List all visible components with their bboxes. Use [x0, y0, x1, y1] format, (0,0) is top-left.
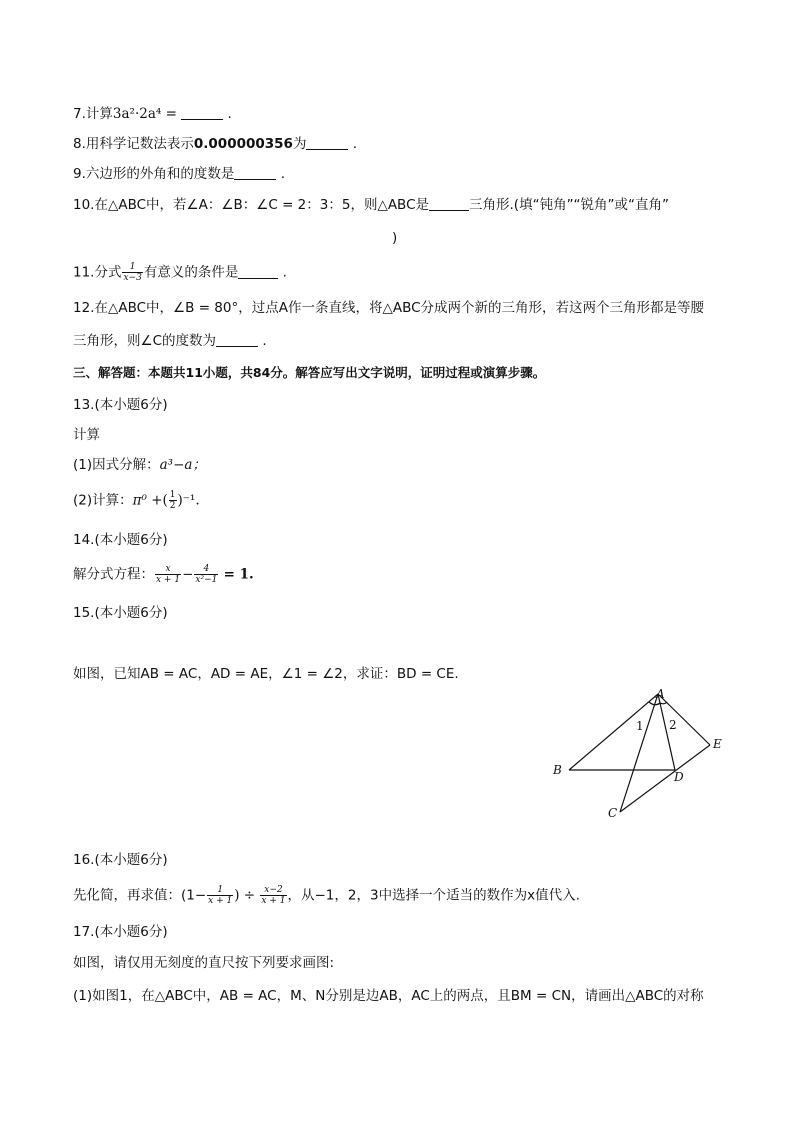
question-12-line1: 12.在△ABC中，∠B = 80°，过点A作一条直线，将△ABC分成两个新的三角形，若这两个三角形都是等腰 [73, 300, 705, 316]
answer-blank[interactable] [181, 105, 223, 120]
question-14-header: 14.(本小题6分) [73, 532, 168, 548]
question-16-header: 16.(本小题6分) [73, 852, 168, 868]
question-11: 11.分式 $\frac{1}{x-3}$ 有意义的条件是 . [73, 262, 287, 283]
question-14-body: 解分式方程： $\frac{x}{x + 1}$ − $\frac{4}{\text{x²−1}}$ = 1. [73, 564, 254, 585]
label-D: D [674, 770, 684, 784]
fraction: $\frac{4}{\text{x²−1}}$ [195, 564, 218, 585]
answer-blank[interactable] [306, 135, 348, 150]
answer-blank[interactable] [234, 165, 276, 180]
question-8: 8.用科学记数法表示0.000000356为 . [73, 136, 358, 152]
angle-arc-2 [660, 702, 667, 704]
label-angle-1: 1 [636, 719, 644, 733]
fraction: $\frac{x-2}{x + 1}$ [261, 885, 286, 906]
question-15-statement: 如图，已知AB = AC，AD = AE，∠1 = ∠2，求证：BD = CE. [73, 666, 459, 682]
question-13-part2: (2)计算：π⁰ +( $\frac{1}{2}$ )⁻¹. [73, 490, 200, 511]
fraction: $\frac{x}{x + 1}$ [156, 564, 181, 585]
label-angle-2: 2 [669, 718, 677, 732]
section-3-header: 三、解答题：本题共11小题，共84分。解答应写出文字说明，证明过程或演算步骤。 [73, 365, 546, 380]
segment-CE [620, 745, 710, 812]
fraction: $\frac{1}{2}$ [169, 490, 176, 511]
question-16-body: 先化简，再求值：(1− $\frac{1}{x + 1}$ ) ÷ $\frac{x-2}{x + 1}$ ，从−1，2，3中选择一个适当的数作为x值代入. [73, 885, 580, 906]
segment-AB [569, 694, 658, 770]
segment-AD [658, 694, 675, 770]
label-A: A [656, 687, 665, 701]
question-12-line2: 三角形，则∠C的度数为 . [73, 333, 267, 349]
question-10: 10.在△ABC中，若∠A：∠B：∠C = 2：3：5，则△ABC是 三角形.(填“钝角”“锐角”或“直角” [73, 197, 670, 213]
question-13-header: 13.(本小题6分) [73, 397, 168, 413]
answer-blank[interactable] [238, 264, 278, 279]
question-10-close: ) [392, 230, 398, 246]
question-15-header: 15.(本小题6分) [73, 605, 168, 621]
label-B: B [553, 763, 562, 777]
fraction: $\frac{1}{x + 1}$ [208, 885, 233, 906]
question-13-intro: 计算 [73, 427, 100, 443]
label-C: C [608, 806, 618, 820]
segment-AC [620, 694, 658, 812]
question-17-line2: (1)如图1，在△ABC中，AB = AC，M、N分别是边AB，AC上的两点，且BM = CN，请画出△ABC的对称 [73, 988, 704, 1004]
label-E: E [713, 737, 722, 751]
geometry-figure [545, 685, 730, 825]
answer-blank[interactable] [216, 332, 258, 347]
question-7: 7.计算3a²·2a⁴ = . [73, 106, 232, 122]
question-9: 9.六边形的外角和的度数是 . [73, 166, 285, 182]
fraction: $\frac{1}{x-3}$ [123, 262, 142, 283]
question-17-header: 17.(本小题6分) [73, 924, 168, 940]
question-17-line1: 如图，请仅用无刻度的直尺按下列要求画图: [73, 955, 335, 971]
question-13-part1: (1)因式分解：a³−a； [73, 457, 206, 473]
answer-blank[interactable] [429, 196, 469, 211]
segment-AE [658, 694, 710, 745]
